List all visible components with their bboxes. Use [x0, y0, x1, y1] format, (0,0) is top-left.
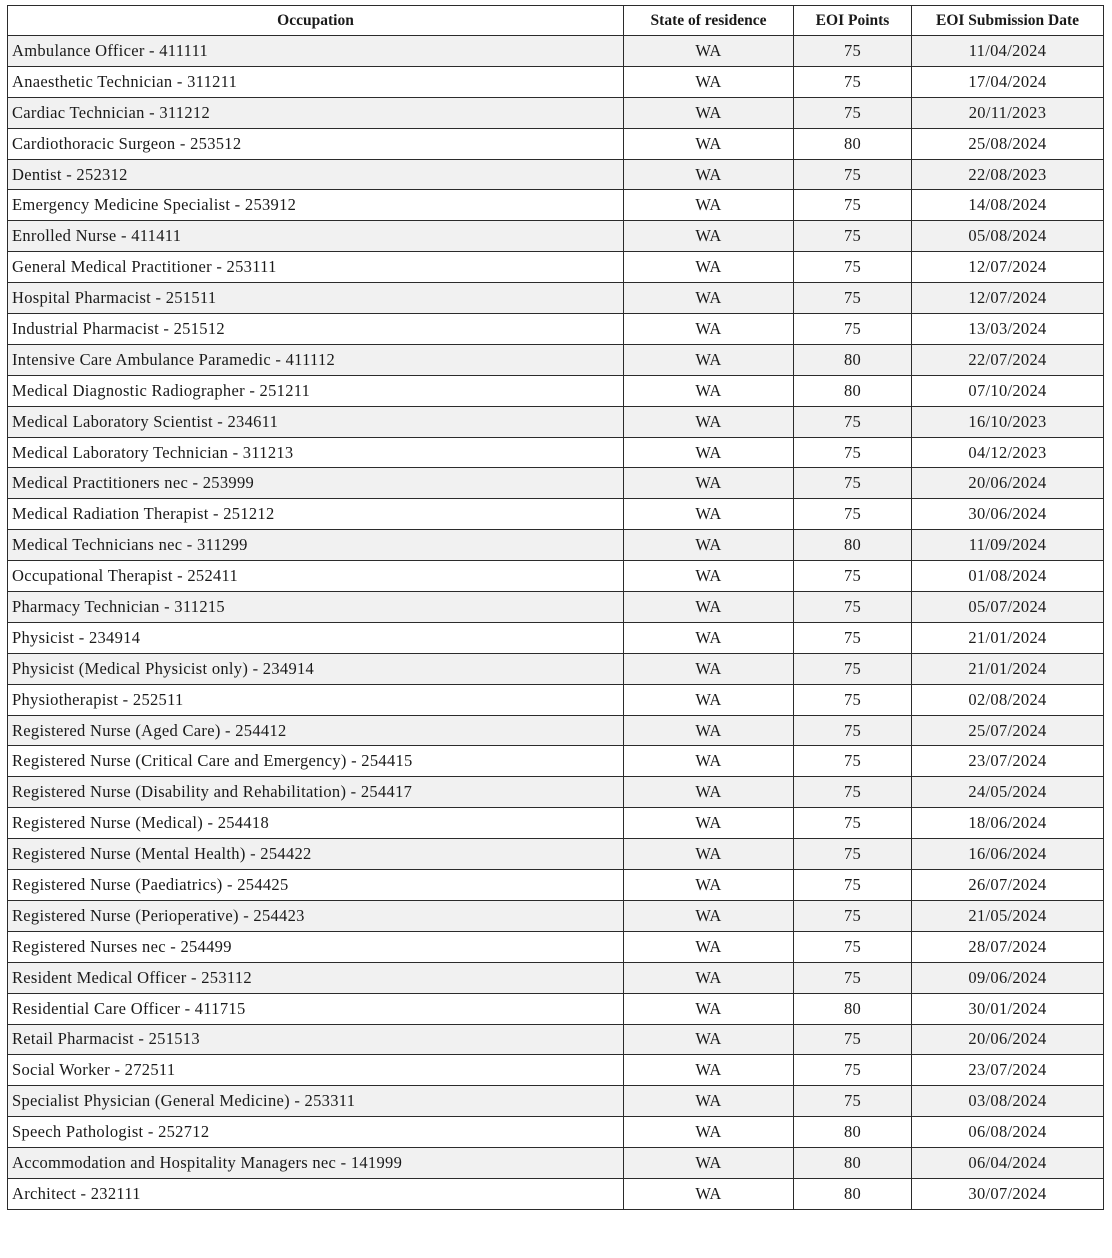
- occupation-cell[interactable]: Registered Nurse (Mental Health) - 254422: [8, 839, 624, 870]
- occupation-cell[interactable]: Registered Nurse (Medical) - 254418: [8, 808, 624, 839]
- points-cell[interactable]: 75: [794, 931, 912, 962]
- points-cell[interactable]: 75: [794, 715, 912, 746]
- points-cell[interactable]: 80: [794, 128, 912, 159]
- occupation-cell[interactable]: Residential Care Officer - 411715: [8, 993, 624, 1024]
- table-row: [8, 66, 1104, 97]
- occupation-cell[interactable]: Pharmacy Technician - 311215: [8, 592, 624, 623]
- date-cell[interactable]: 25/08/2024: [912, 128, 1104, 159]
- header-eoi-submission-date[interactable]: EOI Submission Date: [912, 6, 1104, 36]
- state-cell[interactable]: WA: [624, 128, 794, 159]
- date-cell[interactable]: 28/07/2024: [912, 931, 1104, 962]
- occupation-cell[interactable]: Anaesthetic Technician - 311211: [8, 66, 624, 97]
- points-cell[interactable]: 75: [794, 684, 912, 715]
- occupation-cell[interactable]: Registered Nurse (Critical Care and Emergency) - 254415: [8, 746, 624, 777]
- date-cell[interactable]: 16/10/2023: [912, 406, 1104, 437]
- date-cell[interactable]: 25/07/2024: [912, 715, 1104, 746]
- table-row: [8, 622, 1104, 653]
- table-row: [8, 468, 1104, 499]
- state-cell[interactable]: WA: [624, 1055, 794, 1086]
- state-cell[interactable]: WA: [624, 190, 794, 221]
- occupation-cell[interactable]: Resident Medical Officer - 253112: [8, 962, 624, 993]
- table-row: [8, 499, 1104, 530]
- state-cell[interactable]: WA: [624, 221, 794, 252]
- points-cell[interactable]: 80: [794, 375, 912, 406]
- state-cell[interactable]: WA: [624, 900, 794, 931]
- points-cell[interactable]: 75: [794, 839, 912, 870]
- table-row: [8, 221, 1104, 252]
- points-cell[interactable]: 75: [794, 1055, 912, 1086]
- occupation-cell[interactable]: Registered Nurse (Paediatrics) - 254425: [8, 870, 624, 901]
- table-row: [8, 653, 1104, 684]
- date-cell[interactable]: 06/04/2024: [912, 1148, 1104, 1179]
- points-cell[interactable]: 75: [794, 190, 912, 221]
- points-cell[interactable]: 80: [794, 530, 912, 561]
- state-cell[interactable]: WA: [624, 252, 794, 283]
- occupation-cell[interactable]: Medical Technicians nec - 311299: [8, 530, 624, 561]
- date-cell[interactable]: 03/08/2024: [912, 1086, 1104, 1117]
- state-cell[interactable]: WA: [624, 962, 794, 993]
- table-row: [8, 1055, 1104, 1086]
- table-row: [8, 808, 1104, 839]
- occupation-cell[interactable]: Intensive Care Ambulance Paramedic - 411112: [8, 344, 624, 375]
- table-row: [8, 1178, 1104, 1209]
- state-cell[interactable]: WA: [624, 684, 794, 715]
- state-cell[interactable]: WA: [624, 592, 794, 623]
- table-row: [8, 159, 1104, 190]
- table-row: [8, 1117, 1104, 1148]
- points-cell[interactable]: 80: [794, 344, 912, 375]
- state-cell[interactable]: WA: [624, 97, 794, 128]
- table-row: [8, 437, 1104, 468]
- date-cell[interactable]: 30/06/2024: [912, 499, 1104, 530]
- date-cell[interactable]: 05/07/2024: [912, 592, 1104, 623]
- occupation-cell[interactable]: Medical Laboratory Scientist - 234611: [8, 406, 624, 437]
- occupation-cell[interactable]: Medical Practitioners nec - 253999: [8, 468, 624, 499]
- occupation-cell[interactable]: Cardiac Technician - 311212: [8, 97, 624, 128]
- points-cell[interactable]: 75: [794, 870, 912, 901]
- table-row: [8, 1086, 1104, 1117]
- points-cell[interactable]: 75: [794, 221, 912, 252]
- points-cell[interactable]: 75: [794, 66, 912, 97]
- table-row: [8, 36, 1104, 67]
- occupation-cell[interactable]: Physiotherapist - 252511: [8, 684, 624, 715]
- occupation-cell[interactable]: Emergency Medicine Specialist - 253912: [8, 190, 624, 221]
- points-cell[interactable]: 75: [794, 622, 912, 653]
- date-cell[interactable]: 11/04/2024: [912, 36, 1104, 67]
- table-row: [8, 406, 1104, 437]
- table-row: [8, 993, 1104, 1024]
- state-cell[interactable]: WA: [624, 283, 794, 314]
- points-cell[interactable]: 75: [794, 499, 912, 530]
- table-row: [8, 375, 1104, 406]
- state-cell[interactable]: WA: [624, 159, 794, 190]
- date-cell[interactable]: 20/06/2024: [912, 1024, 1104, 1055]
- table-row: [8, 592, 1104, 623]
- occupation-cell[interactable]: Hospital Pharmacist - 251511: [8, 283, 624, 314]
- date-cell[interactable]: 30/07/2024: [912, 1178, 1104, 1209]
- date-cell[interactable]: 21/01/2024: [912, 653, 1104, 684]
- date-cell[interactable]: 02/08/2024: [912, 684, 1104, 715]
- points-cell[interactable]: 75: [794, 468, 912, 499]
- date-cell[interactable]: 21/01/2024: [912, 622, 1104, 653]
- table-row: [8, 561, 1104, 592]
- state-cell[interactable]: WA: [624, 1178, 794, 1209]
- points-cell[interactable]: 75: [794, 746, 912, 777]
- occupation-cell[interactable]: General Medical Practitioner - 253111: [8, 252, 624, 283]
- date-cell[interactable]: 09/06/2024: [912, 962, 1104, 993]
- date-cell[interactable]: 01/08/2024: [912, 561, 1104, 592]
- points-cell[interactable]: 80: [794, 993, 912, 1024]
- occupation-cell[interactable]: Speech Pathologist - 252712: [8, 1117, 624, 1148]
- occupation-cell[interactable]: Industrial Pharmacist - 251512: [8, 314, 624, 345]
- date-cell[interactable]: 16/06/2024: [912, 839, 1104, 870]
- occupation-cell[interactable]: Registered Nurses nec - 254499: [8, 931, 624, 962]
- state-cell[interactable]: WA: [624, 1117, 794, 1148]
- table-row: [8, 777, 1104, 808]
- table-row: [8, 684, 1104, 715]
- occupation-cell[interactable]: Physicist (Medical Physicist only) - 234914: [8, 653, 624, 684]
- date-cell[interactable]: 23/07/2024: [912, 1055, 1104, 1086]
- table-row: [8, 870, 1104, 901]
- points-cell[interactable]: 75: [794, 962, 912, 993]
- state-cell[interactable]: WA: [624, 993, 794, 1024]
- header-occupation[interactable]: Occupation: [8, 6, 624, 36]
- points-cell[interactable]: 75: [794, 97, 912, 128]
- header-eoi-points[interactable]: EOI Points: [794, 6, 912, 36]
- header-row: [8, 6, 1104, 36]
- points-cell[interactable]: 80: [794, 1178, 912, 1209]
- points-cell[interactable]: 75: [794, 159, 912, 190]
- occupation-cell[interactable]: Medical Laboratory Technician - 311213: [8, 437, 624, 468]
- points-cell[interactable]: 75: [794, 314, 912, 345]
- table-row: [8, 283, 1104, 314]
- state-cell[interactable]: WA: [624, 530, 794, 561]
- state-cell[interactable]: WA: [624, 468, 794, 499]
- date-cell[interactable]: 20/06/2024: [912, 468, 1104, 499]
- date-cell[interactable]: 21/05/2024: [912, 900, 1104, 931]
- points-cell[interactable]: 75: [794, 437, 912, 468]
- state-cell[interactable]: WA: [624, 931, 794, 962]
- date-cell[interactable]: 12/07/2024: [912, 252, 1104, 283]
- table-row: [8, 1148, 1104, 1179]
- date-cell[interactable]: 22/08/2023: [912, 159, 1104, 190]
- occupation-cell[interactable]: Dentist - 252312: [8, 159, 624, 190]
- state-cell[interactable]: WA: [624, 406, 794, 437]
- date-cell[interactable]: 13/03/2024: [912, 314, 1104, 345]
- table-row: [8, 931, 1104, 962]
- occupation-cell[interactable]: Architect - 232111: [8, 1178, 624, 1209]
- table-row: [8, 715, 1104, 746]
- state-cell[interactable]: WA: [624, 715, 794, 746]
- date-cell[interactable]: 05/08/2024: [912, 221, 1104, 252]
- points-cell[interactable]: 75: [794, 653, 912, 684]
- date-cell[interactable]: 18/06/2024: [912, 808, 1104, 839]
- points-cell[interactable]: 75: [794, 900, 912, 931]
- table-row: [8, 344, 1104, 375]
- table-row: [8, 190, 1104, 221]
- state-cell[interactable]: WA: [624, 1024, 794, 1055]
- state-cell[interactable]: WA: [624, 1148, 794, 1179]
- table-row: [8, 1024, 1104, 1055]
- state-cell[interactable]: WA: [624, 66, 794, 97]
- state-cell[interactable]: WA: [624, 499, 794, 530]
- date-cell[interactable]: 23/07/2024: [912, 746, 1104, 777]
- table-row: [8, 900, 1104, 931]
- table-row: [8, 962, 1104, 993]
- date-cell[interactable]: 22/07/2024: [912, 344, 1104, 375]
- table-row: [8, 128, 1104, 159]
- points-cell[interactable]: 75: [794, 777, 912, 808]
- date-cell[interactable]: 14/08/2024: [912, 190, 1104, 221]
- state-cell[interactable]: WA: [624, 344, 794, 375]
- state-cell[interactable]: WA: [624, 653, 794, 684]
- date-cell[interactable]: 12/07/2024: [912, 283, 1104, 314]
- occupation-cell[interactable]: Enrolled Nurse - 411411: [8, 221, 624, 252]
- occupation-cell[interactable]: Accommodation and Hospitality Managers nec - 141999: [8, 1148, 624, 1179]
- state-cell[interactable]: WA: [624, 437, 794, 468]
- table-row: [8, 97, 1104, 128]
- date-cell[interactable]: 30/01/2024: [912, 993, 1104, 1024]
- points-cell[interactable]: 75: [794, 561, 912, 592]
- date-cell[interactable]: 26/07/2024: [912, 870, 1104, 901]
- table-body: [8, 36, 1104, 1210]
- occupation-cell[interactable]: Registered Nurse (Perioperative) - 254423: [8, 900, 624, 931]
- occupation-cell[interactable]: Cardiothoracic Surgeon - 253512: [8, 128, 624, 159]
- occupation-cell[interactable]: Specialist Physician (General Medicine) - 253311: [8, 1086, 624, 1117]
- occupation-cell[interactable]: Registered Nurse (Disability and Rehabilitation) - 254417: [8, 777, 624, 808]
- table-row: [8, 746, 1104, 777]
- date-cell[interactable]: 06/08/2024: [912, 1117, 1104, 1148]
- state-cell[interactable]: WA: [624, 870, 794, 901]
- state-cell[interactable]: WA: [624, 561, 794, 592]
- points-cell[interactable]: 75: [794, 592, 912, 623]
- occupation-cell[interactable]: Medical Radiation Therapist - 251212: [8, 499, 624, 530]
- state-cell[interactable]: WA: [624, 36, 794, 67]
- state-cell[interactable]: WA: [624, 746, 794, 777]
- date-cell[interactable]: 07/10/2024: [912, 375, 1104, 406]
- table-row: [8, 839, 1104, 870]
- occupation-cell[interactable]: Retail Pharmacist - 251513: [8, 1024, 624, 1055]
- occupation-cell[interactable]: Physicist - 234914: [8, 622, 624, 653]
- date-cell[interactable]: 24/05/2024: [912, 777, 1104, 808]
- state-cell[interactable]: WA: [624, 777, 794, 808]
- date-cell[interactable]: 20/11/2023: [912, 97, 1104, 128]
- state-cell[interactable]: WA: [624, 808, 794, 839]
- occupation-cell[interactable]: Ambulance Officer - 411111: [8, 36, 624, 67]
- state-cell[interactable]: WA: [624, 314, 794, 345]
- state-cell[interactable]: WA: [624, 622, 794, 653]
- date-cell[interactable]: 04/12/2023: [912, 437, 1104, 468]
- header-state-of-residence[interactable]: State of residence: [624, 6, 794, 36]
- state-cell[interactable]: WA: [624, 839, 794, 870]
- points-cell[interactable]: 75: [794, 1024, 912, 1055]
- table-row: [8, 252, 1104, 283]
- points-cell[interactable]: 75: [794, 283, 912, 314]
- points-cell[interactable]: 75: [794, 36, 912, 67]
- date-cell[interactable]: 17/04/2024: [912, 66, 1104, 97]
- date-cell[interactable]: 11/09/2024: [912, 530, 1104, 561]
- occupation-cell[interactable]: Social Worker - 272511: [8, 1055, 624, 1086]
- state-cell[interactable]: WA: [624, 375, 794, 406]
- points-cell[interactable]: 75: [794, 252, 912, 283]
- points-cell[interactable]: 75: [794, 406, 912, 437]
- eoi-table: [7, 5, 1104, 1210]
- state-cell[interactable]: WA: [624, 1086, 794, 1117]
- occupation-cell[interactable]: Medical Diagnostic Radiographer - 251211: [8, 375, 624, 406]
- points-cell[interactable]: 75: [794, 1086, 912, 1117]
- occupation-cell[interactable]: Occupational Therapist - 252411: [8, 561, 624, 592]
- table-row: [8, 314, 1104, 345]
- points-cell[interactable]: 75: [794, 808, 912, 839]
- table-row: [8, 530, 1104, 561]
- occupation-cell[interactable]: Registered Nurse (Aged Care) - 254412: [8, 715, 624, 746]
- points-cell[interactable]: 80: [794, 1148, 912, 1179]
- points-cell[interactable]: 80: [794, 1117, 912, 1148]
